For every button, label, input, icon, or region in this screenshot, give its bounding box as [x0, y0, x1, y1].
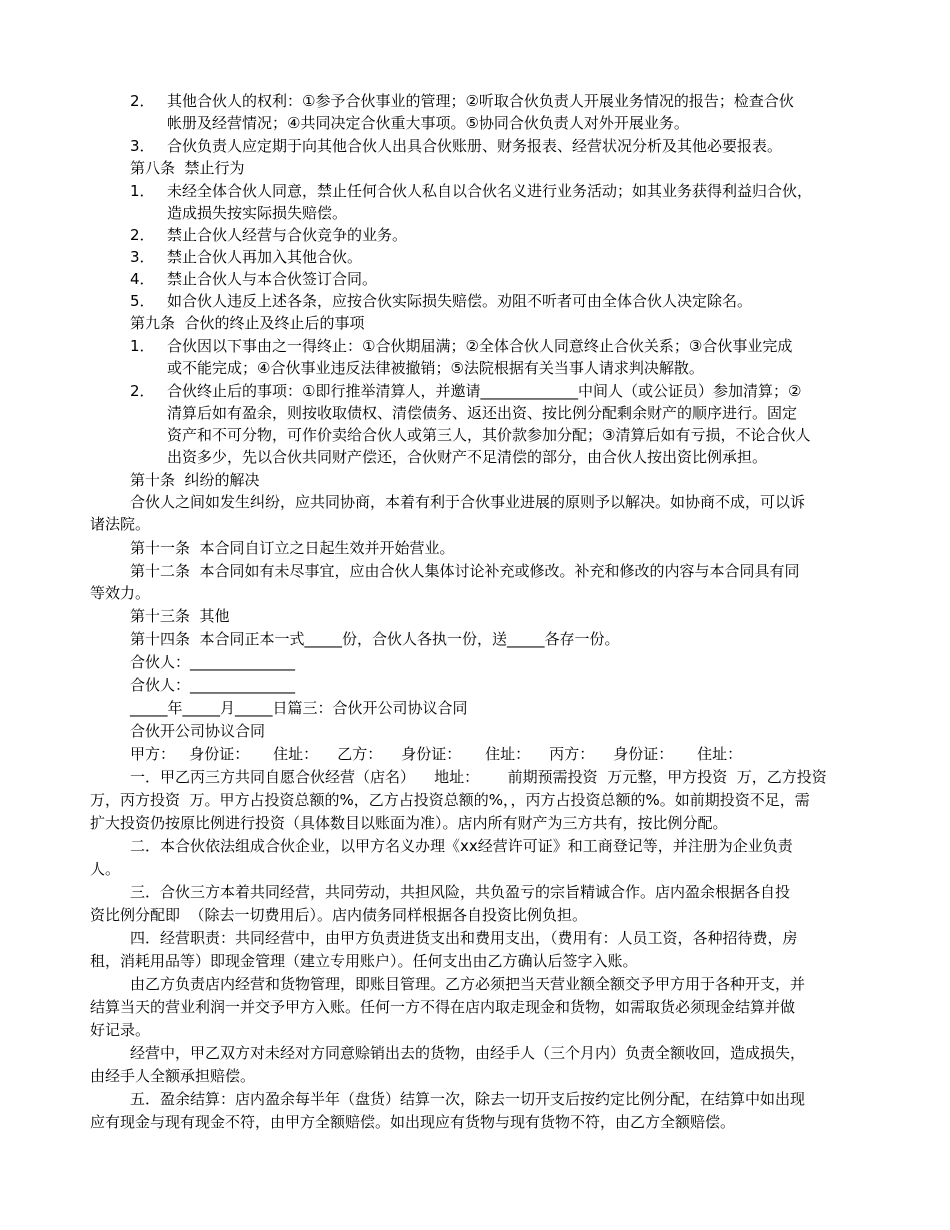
section-heading: 第九条 合伙的终止及终止后的事项 [130, 314, 365, 332]
text-line: 帐册及经营情况；④共同决定合伙重大事项。⑤协同合伙负责人对外开展业务。 [167, 114, 689, 132]
text-line: 未经全体合伙人同意，禁止任何合伙人私自以合伙名义进行业务活动；如其业务获得利益归合伙， [167, 182, 813, 200]
text-line: 好记录。 [90, 1021, 151, 1039]
text-line: 造成损失按实际损失赔偿。 [167, 204, 348, 222]
text-line: 四．经营职责：共同经营中，由甲方负责进货支出和费用支出，（费用有：人员工资，各种招待费，房 [130, 929, 798, 947]
text-line: 禁止合伙人经营与合伙竞争的业务。 [167, 226, 408, 244]
item-number: 1． [130, 337, 155, 355]
text-line: 诸法院。 [90, 515, 151, 533]
text-line: 人。 [90, 860, 121, 878]
signature-line: 合伙人：______________ [130, 676, 296, 694]
text-line: 合伙因以下事由之一得终止：①合伙期届满；②全体合伙人同意终止合伙关系；③合伙事业完成 [167, 337, 793, 355]
text-line: 禁止合伙人再加入其他合伙。 [167, 248, 363, 266]
text-line: 第十二条 本合同如有未尽事宜，应由合伙人集体讨论补充或修改。补充和修改的内容与本合同具有同 [130, 562, 800, 580]
text-line: 扩大投资仍按原比例进行投资（具体数目以账面为准）。店内所有财产为三方共有，按比例分配。 [90, 814, 728, 832]
item-number: 5． [130, 292, 155, 310]
text-line: 等效力。 [90, 584, 151, 602]
signature-line: 合伙人：______________ [130, 653, 296, 671]
text-line: 合伙人之间如发生纠纷，应共同协商，本着有利于合伙事业进展的原则予以解决。如协商不成，可以诉 [130, 493, 806, 511]
text-line: 一．甲乙丙三方共同自愿合伙经营（店名） 地址： 前期预需投资 万元整，甲方投资 万，乙方投资 [130, 768, 827, 786]
text-line: 经营中，甲乙双方对未经对方同意赊销出去的货物，由经手人（三个月内）负责全额收回，造成损失， [130, 1044, 806, 1062]
text-line: 其他合伙人的权利：①参予合伙事业的管理；②听取合伙负责人开展业务情况的报告；检查合伙 [167, 92, 794, 110]
text-line: 或不能完成；④合伙事业违反法律被撤销；⑤法院根据有关当事人请求判决解散。 [167, 359, 704, 377]
text-line: 第十一条 本合同自订立之日起生效并开始营业。 [130, 539, 455, 557]
item-number: 3． [130, 248, 155, 266]
text-line: 万，丙方投资 万。甲方占投资总额的%，乙方占投资总额的%，，丙方占投资总额的%。如前期投资不足，需 [90, 791, 810, 809]
text-line: 出资多少，先以合伙共同财产偿还，合伙财产不足清偿的部分，由合伙人按出资比例承担。 [167, 448, 768, 466]
item-number: 1． [130, 182, 155, 200]
section-heading: 第八条 禁止行为 [130, 159, 245, 177]
item-number: 2． [130, 226, 155, 244]
section-heading: 第十条 纠纷的解决 [130, 471, 260, 489]
text-line: 合伙负责人应定期于向其他合伙人出具合伙账册、财务报表、经营状况分析及其他必要报表。 [167, 137, 783, 155]
text-line: 五．盈余结算：店内盈余每半年（盘货）结算一次，除去一切开支后按约定比例分配，在结算中如出现 [130, 1090, 806, 1108]
item-number: 2． [130, 382, 155, 400]
item-number: 2． [130, 92, 155, 110]
text-line: 第十四条 本合同正本一式_____份，合伙人各执一份，送_____各存一份。 [130, 630, 620, 648]
text-line: 合伙终止后的事项：①即行推举清算人，并邀请_____________中间人（或公证员）参加清算；② [167, 382, 802, 400]
text-line: 资产和不可分物，可作价卖给合伙人或第三人，其价款参加分配；③清算后如有亏损，不论合伙人 [167, 426, 811, 444]
text-line: 清算后如有盈余，则按收取债权、清偿债务、返还出资、按比例分配剩余财产的顺序进行。固定 [167, 404, 798, 422]
item-number: 3． [130, 137, 155, 155]
text-line: 禁止合伙人与本合伙签订合同。 [167, 270, 378, 288]
section-heading: 合伙开公司协议合同 [130, 722, 266, 740]
text-line: 甲方： 身份证： 住址： 乙方： 身份证： 住址： 丙方： 身份证： 住址： [130, 745, 743, 763]
text-line: 应有现金与现有现金不符，由甲方全额赔偿。如出现应有货物与现有货物不符，由乙方全额赔偿。 [90, 1113, 736, 1131]
text-line: 资比例分配即 （除去一切费用后）。店内债务同样根据各自投资比例负担。 [90, 906, 588, 924]
text-line: 结算当天的营业利润一并交予甲方入账。任何一方不得在店内取走现金和货物，如需取货必须现金结算并做 [90, 998, 796, 1016]
text-line: 第十三条 其他 [130, 607, 230, 625]
date-line: _____年_____月_____日篇三：合伙开公司协议合同 [130, 699, 468, 717]
item-number: 4． [130, 270, 155, 288]
text-line: 如合伙人违反上述各条，应按合伙实际损失赔偿。劝阻不听者可由全体合伙人决定除名。 [167, 292, 753, 310]
text-line: 由经手人全额承担赔偿。 [90, 1067, 256, 1085]
text-line: 由乙方负责店内经营和货物管理，即账目管理。乙方必须把当天营业额全额交予甲方用于各种开支，并 [130, 975, 806, 993]
text-line: 租，消耗用品等）即现金管理（建立专用账户）。任何支出由乙方确认后签字入账。 [90, 952, 638, 970]
text-line: 三．合伙三方本着共同经营，共同劳动，共担风险，共负盈亏的宗旨精诚合作。店内盈余根据各自投 [130, 883, 791, 901]
text-line: 二．本合伙依法组成合伙企业，以甲方名义办理《xx经营许可证》和工商登记等，并注册为企业负责 [130, 837, 793, 855]
